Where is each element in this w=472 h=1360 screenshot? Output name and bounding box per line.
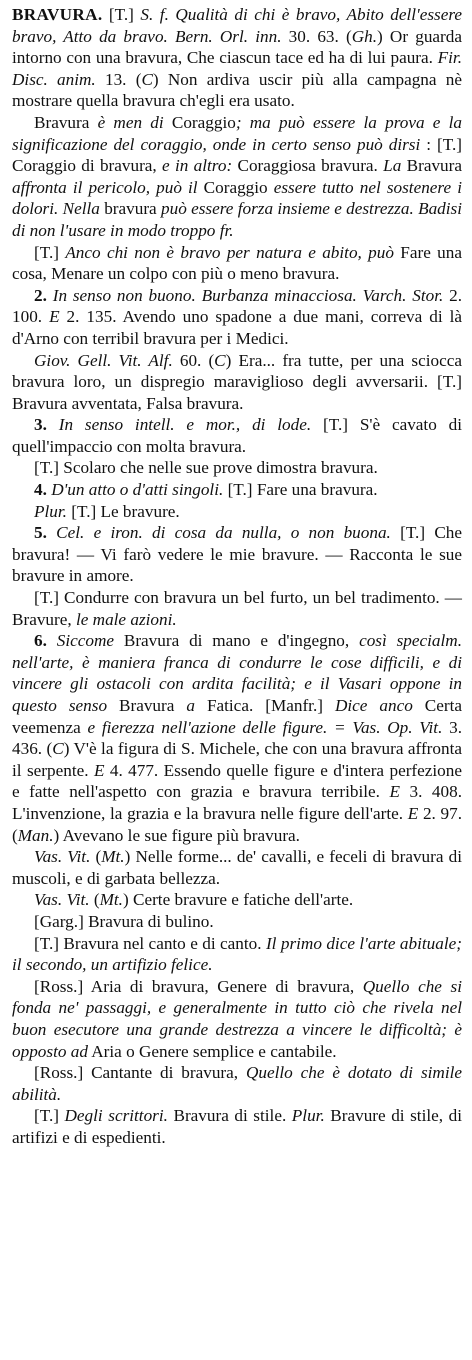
text-run: [T.] xyxy=(102,5,141,24)
italic-text: E xyxy=(93,760,105,780)
text-run xyxy=(47,523,56,542)
italic-text: E xyxy=(49,307,60,327)
text-run: [T.] Scolaro che nelle sue prove dimostra bravura. xyxy=(34,458,378,478)
text-run: 2. 100. xyxy=(12,285,463,327)
text-run: ) Era... fra tutte, per una sciocca bravura loro, un dispregio maraviglioso degli avversarii. [T.] Bravura avventata, Falsa bravura. xyxy=(12,350,462,413)
italic-text: affronta il pericolo, può il xyxy=(12,177,198,197)
text-run: Fare una cosa, Menare un colpo con più o meno bravura. xyxy=(12,242,462,284)
entry-paragraph xyxy=(12,112,462,242)
entry-paragraph xyxy=(12,1105,462,1148)
text-run: [T.] xyxy=(34,1106,65,1126)
entry-paragraph xyxy=(12,501,462,523)
text-run: 3. 408. L'invenzione, la grazia e la bravura nelle figure dell'arte. xyxy=(12,782,462,823)
italic-text: In senso intell. e mor., di lode. xyxy=(58,415,312,435)
italic-text: S. f. Qualità di chi è bravo, Abito dell'essere bravo, Atto da bravo. Bern. Orl. inn. xyxy=(12,5,463,46)
text-run: [T.] Bravura nel canto e di canto. xyxy=(34,933,266,953)
italic-text: ; ma può essere la prova e la significazione del coraggio, onde in certo senso può dirsi xyxy=(12,112,462,154)
text-run: [T.] Fare una bravura. xyxy=(223,480,378,500)
text-run: ( xyxy=(90,847,102,867)
text-run: ) Non ardiva uscir più alla campagna nè mostrare quella bravura ch'egli era usato. xyxy=(12,69,462,111)
sense-paragraph xyxy=(12,285,462,350)
italic-text: e in altro: xyxy=(162,156,233,176)
italic-text: Siccome xyxy=(56,631,115,651)
entry-paragraph xyxy=(12,933,462,976)
text-run: 2. 135. Avendo uno spadone a due mani, correva di là d'Arno con terribil bravura per i Medici. xyxy=(12,307,462,348)
italic-text: Quello che è dotato di simile abilità. xyxy=(12,1063,463,1104)
italic-text: Vas. Vit. xyxy=(34,847,91,867)
italic-text: Quello che si fonda ne' passaggi, e generalmente in tutto ciò che rivela nel buon esecutore una grande destrezza a vincere le difficoltà; è opposto ad xyxy=(12,976,462,1061)
italic-text: Il primo dice l'arte abituale; il secondo, un artifizio felice. xyxy=(12,933,462,975)
italic-text: Cel. e iron. di cosa da nulla, o non buona. xyxy=(56,523,391,543)
text-run xyxy=(95,718,102,737)
italic-text: C xyxy=(141,69,153,89)
text-run: [T.] Le bravure. xyxy=(66,501,180,521)
italic-text: e xyxy=(87,717,96,737)
entry-paragraph xyxy=(12,846,462,889)
sense-number: 3. xyxy=(34,415,47,435)
sense-number: 5. xyxy=(34,523,47,543)
text-run: [T.] S'è cavato di quell'impaccio con molta bravura. xyxy=(12,415,462,456)
text-run: Coraggiosa bravura. xyxy=(232,156,384,176)
text-run: bravura xyxy=(99,199,161,219)
text-run: [Ross.] Cantante di bravura, xyxy=(34,1063,246,1083)
entry-paragraph xyxy=(12,457,462,479)
italic-text: Degli scrittori. xyxy=(64,1106,168,1126)
italic-text: In senso non buono. Burbanza minacciosa. Varch. Stor. xyxy=(52,285,444,305)
entry-paragraph xyxy=(12,587,462,630)
sense-number: 2. xyxy=(34,285,47,305)
italic-text: Plur. xyxy=(34,501,67,521)
text-run: ) Avevano le sue figure più bravura. xyxy=(53,825,300,845)
text-run: [T.] Condurre con bravura un bel furto, un bel tradimento. — Bravure, xyxy=(12,588,462,629)
italic-text: le male azioni. xyxy=(75,609,177,629)
text-run: : [T.] Coraggio di bravura, xyxy=(12,134,462,176)
italic-text: Dice anco xyxy=(334,696,413,715)
entry-paragraph xyxy=(12,976,462,1062)
text-run: ( xyxy=(89,890,100,910)
text-run: Fatica. [Manfr.] xyxy=(194,696,335,715)
italic-text: Anco chi non è bravo per natura e abito, può xyxy=(65,242,394,262)
sense-paragraph xyxy=(12,630,462,846)
italic-text: Giov. Gell. Vit. Alf. xyxy=(34,350,173,370)
text-run: [T.] Che bravura! — Vi farò vedere le mie bravure. — Racconta le sue bravure in amore. xyxy=(12,523,463,586)
text-run: Bravura di mano e d'ingegno, xyxy=(114,631,360,651)
italic-text: può essere forza insieme e destrezza. Badisi di non l'usare in modo troppo fr. xyxy=(12,199,462,240)
italic-text: Gh. xyxy=(351,26,378,46)
text-run: Bravure di stile, di artifizi e di espedienti. xyxy=(12,1106,462,1147)
text-run: Bravura xyxy=(401,156,462,176)
italic-text: E xyxy=(389,782,400,802)
text-run: 2. 97. ( xyxy=(12,803,462,845)
text-run: [Ross.] Aria di bravura, Genere di bravura, xyxy=(34,976,363,996)
entry-paragraph xyxy=(12,1062,462,1105)
text-run: ) V'è la figura di S. Michele, che con una bravura affronta il serpente. xyxy=(12,739,462,780)
italic-text: essere tutto nel sostenere i dolori. Nella xyxy=(12,177,462,219)
text-run: ) Certe bravure e fatiche dell'arte. xyxy=(122,890,354,910)
text-run: 3. 436. ( xyxy=(12,717,462,759)
text-run: Bravura xyxy=(34,112,98,132)
italic-text: D'un atto o d'atti singoli. xyxy=(51,480,224,500)
sense-number: 6. xyxy=(34,631,47,651)
sense-paragraph xyxy=(12,414,462,457)
sense-paragraph xyxy=(12,522,462,587)
entry-paragraph xyxy=(12,4,462,112)
text-run: Certa veemenza xyxy=(12,696,462,737)
italic-text: fierezza nell'azione delle figure. = Vas. Op. Vit. xyxy=(101,717,443,737)
italic-text: C xyxy=(52,739,64,759)
text-run: 60. ( xyxy=(172,350,215,370)
italic-text: C xyxy=(214,350,226,370)
text-run: [T.] xyxy=(34,242,66,262)
italic-text: Plur. xyxy=(291,1106,325,1126)
text-run: [Garg.] Bravura di bulino. xyxy=(34,911,214,931)
italic-text: Fir. Disc. anim. xyxy=(12,48,462,89)
italic-text: così specialm. nell'arte, è maniera franca di condurre le cose difficili, e di vincere gli ostacoli con ardita facilità; e il Vasari oppone in questo senso xyxy=(12,631,462,715)
italic-text: Mt. xyxy=(99,890,123,910)
sense-number: 4. xyxy=(34,480,47,500)
text-run: ) Or guarda intorno con una bravura, Che ciascun tace ed ha di lui paura. xyxy=(12,26,462,68)
italic-text: Vas. Vit. xyxy=(34,890,90,910)
entry-paragraph xyxy=(12,889,462,911)
italic-text: Mt. xyxy=(101,847,125,867)
entry-paragraph xyxy=(12,242,462,285)
italic-text: a xyxy=(186,696,195,715)
text-run: Coraggio xyxy=(171,112,236,132)
text-run: Bravura di stile. xyxy=(167,1106,292,1126)
text-run: Bravura xyxy=(107,696,187,715)
text-run: 13. ( xyxy=(95,69,142,89)
italic-text: Man. xyxy=(17,825,54,845)
entry-paragraph xyxy=(12,911,462,933)
entry-paragraph xyxy=(12,350,462,415)
dictionary-entry-bravura xyxy=(12,4,462,1148)
text-run: ) Nelle forme... de' cavalli, e feceli di bravura di muscoli, e di garbata bellezza. xyxy=(12,847,462,888)
text-run xyxy=(47,415,59,434)
text-run: 30. 63. ( xyxy=(281,26,352,46)
sense-paragraph xyxy=(12,479,462,501)
headword: BRAVURA. xyxy=(12,5,103,24)
italic-text: è men di xyxy=(97,112,172,132)
text-run: 4. 477. Essendo quelle figure e d'intera perfezione e fatte nell'aspetto con grazia e bravura terribile. xyxy=(12,760,462,802)
text-run: Aria o Genere semplice e cantabile. xyxy=(87,1041,337,1061)
italic-text: La xyxy=(383,156,402,176)
italic-text: E xyxy=(407,803,419,823)
text-run: Coraggio xyxy=(197,177,274,197)
text-run xyxy=(47,631,57,650)
